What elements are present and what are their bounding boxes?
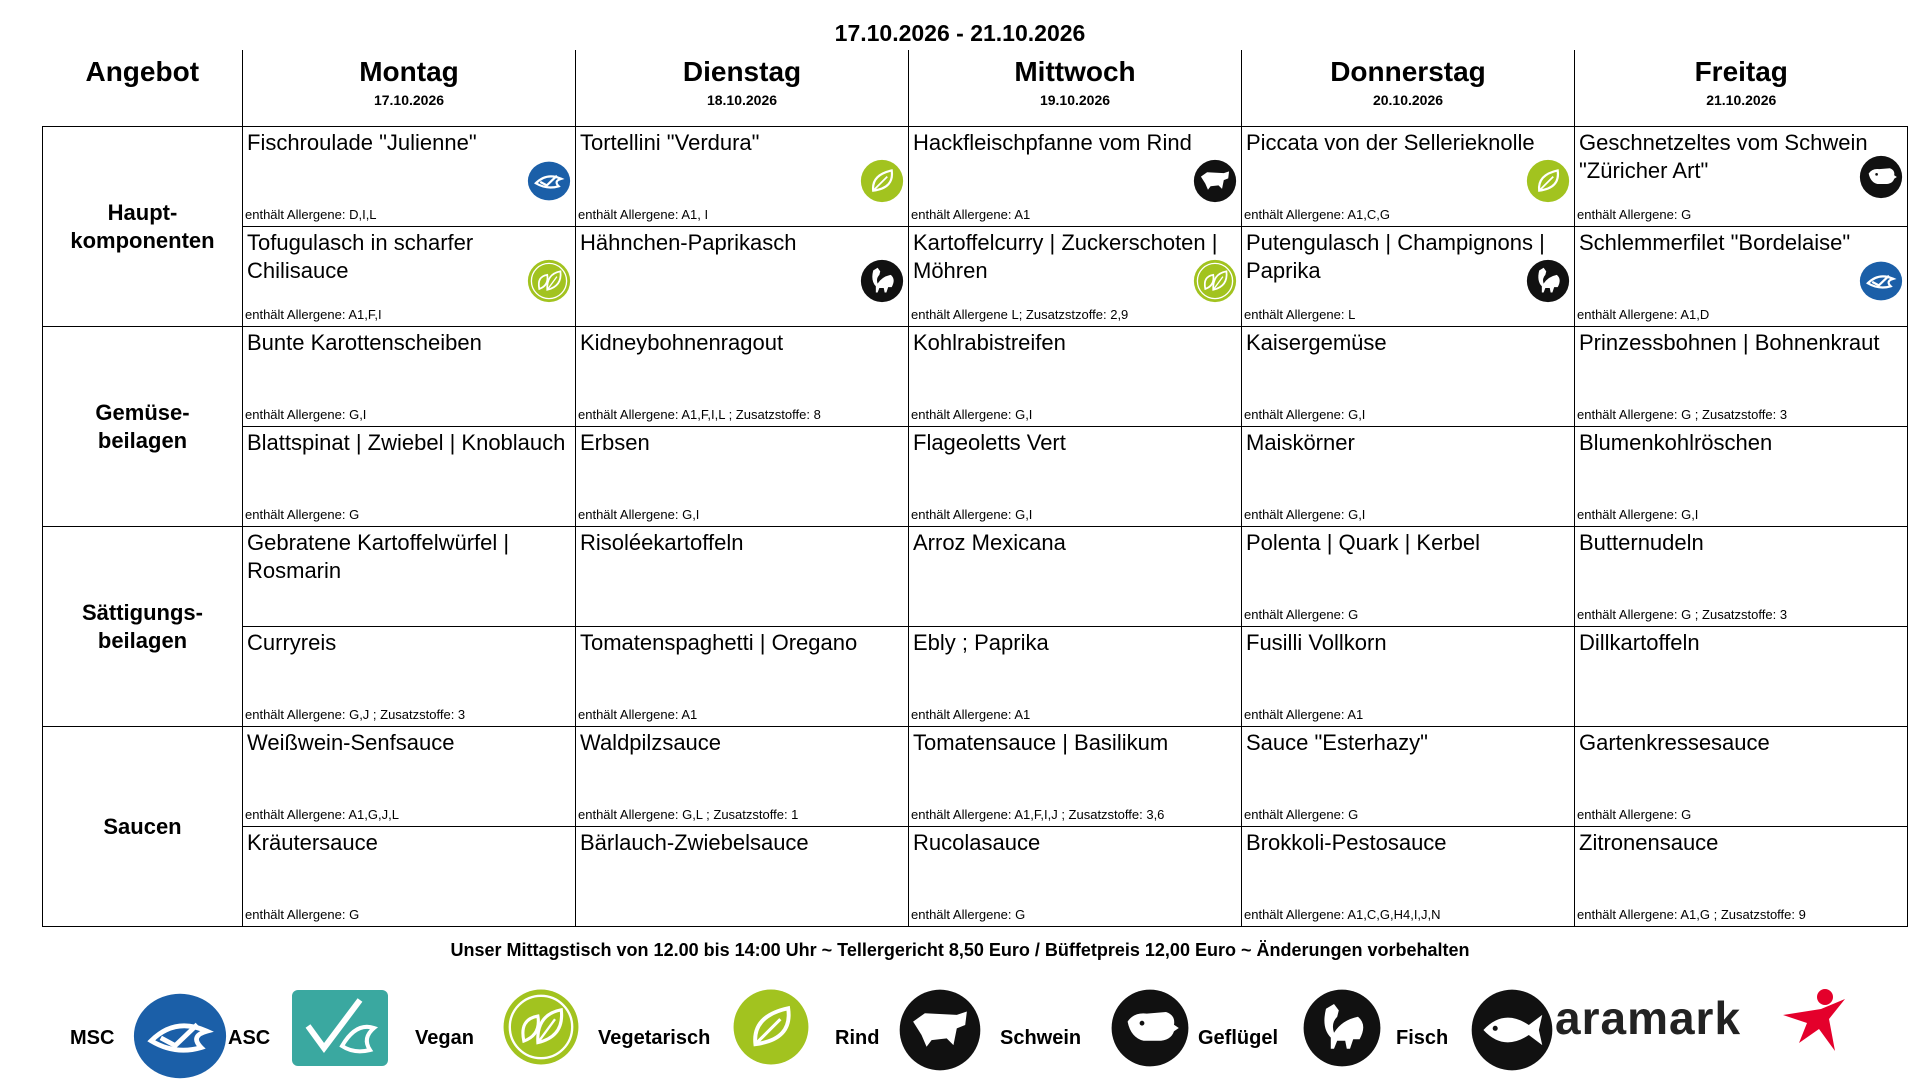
day-header-donnerstag [1242,50,1575,127]
day-name: Donnerstag [1330,56,1486,87]
menu-cell [1575,227,1908,327]
dish-name: Kaisergemüse [1246,330,1387,355]
dish-name: Hähnchen-Paprikasch [580,230,797,255]
legend-label: Vegetarisch [598,1027,711,1049]
legend-label: Vegan [415,1027,474,1049]
menu-cell [909,127,1242,227]
menu-cell [243,627,576,727]
allergen-note: enthält Allergene: G [1244,607,1359,622]
dish-name: Gartenkressesauce [1579,730,1770,755]
menu-cell [576,827,909,927]
dish-name: Geschnetzeltes vom Schwein "Züricher Art" [1579,130,1868,183]
menu-row [43,427,1908,527]
menu-cell [909,627,1242,727]
day-header-mittwoch [909,50,1242,127]
fish-icon [1470,988,1554,1072]
aramark-star-icon [1773,985,1853,1065]
asc-icon [290,988,390,1068]
dish-name: Polenta | Quark | Kerbel [1246,530,1480,555]
category-label [43,327,243,527]
menu-cell [909,527,1242,627]
allergen-note: enthält Allergene: A1,G,J,L [245,807,399,822]
aramark-wordmark: aramark [1555,992,1742,1044]
menu-cell [576,527,909,627]
dish-name: Blattspinat | Zwiebel | Knoblauch [247,430,566,455]
header-row [43,50,1908,127]
menu-row [43,127,1908,227]
menu-cell [576,327,909,427]
menu-cell [243,227,576,327]
angebot-header: Angebot [85,56,200,87]
day-date: 19.10.2026 [1039,92,1111,108]
dish-name: Zitronensauce [1579,830,1719,855]
menu-cell [909,327,1242,427]
dish-name: Schlemmerfilet "Bordelaise" [1579,230,1851,255]
menu-cell [1242,827,1575,927]
allergen-note: enthält Allergene: G,I [1244,407,1366,422]
dish-name: Risoléekartoffeln [580,530,744,555]
msc-icon [132,988,228,1084]
poultry-icon [860,259,904,303]
dish-name: Waldpilzsauce [580,730,722,755]
category-label-line: Gemüse- [95,399,190,425]
category-label [43,527,243,727]
aramark-logo [1555,985,1855,1065]
menu-cell [576,627,909,727]
menu-cell [243,127,576,227]
dish-name: Brokkoli-Pestosauce [1246,830,1447,855]
menu-cell [1242,727,1575,827]
allergen-note: enthält Allergene L; Zusatzstzoffe: 2,9 [911,307,1129,322]
menu-cell [243,727,576,827]
allergen-note: enthält Allergene: L [1244,307,1356,322]
allergen-note: enthält Allergene: G,I [1577,507,1699,522]
category-label [43,727,243,927]
dish-name: Sauce "Esterhazy" [1246,730,1428,755]
menu-cell [1242,327,1575,427]
menu-cell [909,827,1242,927]
allergen-note: enthält Allergene: G,I [911,507,1033,522]
menu-table [42,50,1908,927]
vegetarian-icon [860,159,904,203]
day-name: Mittwoch [1014,56,1136,87]
dish-name: Kidneybohnenragout [580,330,784,355]
allergen-note: enthält Allergene: G [245,907,360,922]
allergen-note: enthält Allergene: G ; Zusatzstoffe: 3 [1577,407,1788,422]
menu-row [43,527,1908,627]
menu-row [43,827,1908,927]
allergen-note: enthält Allergene: A1,D [1577,307,1710,322]
allergen-note: enthält Allergene: A1,F,I,L ; Zusatzstoffe: 8 [578,407,821,422]
dish-name: Blumenkohlröschen [1579,430,1773,455]
menu-cell [243,827,576,927]
legend-label: ASC [228,1027,271,1049]
beef-icon [1193,159,1237,203]
allergen-note: enthält Allergene: G [245,507,360,522]
category-label-line: beilagen [97,427,188,453]
dish-name: Erbsen [580,430,650,455]
menu-cell [576,127,909,227]
menu-cell [576,727,909,827]
menu-cell [576,227,909,327]
dish-name: Weißwein-Senfsauce [247,730,455,755]
menu-cell [243,527,576,627]
vegan-icon [1193,259,1237,303]
dish-name: Tofugulasch in scharfer Chilisauce [247,230,474,283]
footer-note: Unser Mittagstisch von 12.00 bis 14:00 Uhr ~ Tellergericht 8,50 Euro / Büffetpreis 12,00 Euro ~ Änderungen vorbehalten [450,940,1470,960]
day-date: 20.10.2026 [1372,92,1444,108]
dish-name: Maiskörner [1246,430,1355,455]
menu-cell [1575,627,1908,727]
day-header-freitag [1575,50,1908,127]
day-date: 21.10.2026 [1706,92,1777,108]
category-label-line: komponenten [70,227,215,253]
poultry-icon [1526,259,1570,303]
vegan-icon [527,259,571,303]
day-name: Dienstag [682,56,802,87]
menu-cell [1575,727,1908,827]
beef-icon [898,988,982,1072]
dish-name: Butternudeln [1579,530,1704,555]
menu-cell [1575,127,1908,227]
day-date: 17.10.2026 [373,92,445,108]
msc-icon [1859,259,1903,303]
day-header-dienstag [576,50,909,127]
allergen-note: enthält Allergene: G [1577,207,1692,222]
menu-cell [1242,527,1575,627]
dish-name: Curryreis [247,630,337,655]
day-header-montag [243,50,576,127]
allergen-note: enthält Allergene: G [1577,807,1692,822]
allergen-note: enthält Allergene: A1,C,G [1244,207,1390,222]
pork-icon [1110,988,1190,1068]
menu-row [43,327,1908,427]
day-name: Freitag [1694,56,1788,87]
menu-cell [1575,327,1908,427]
dish-name: Tomatensauce | Basilikum [913,730,1169,755]
allergen-note: enthält Allergene: A1, I [578,207,709,222]
allergen-note: enthält Allergene: D,I,L [245,207,377,222]
pork-icon [1859,155,1903,199]
menu-row [43,627,1908,727]
allergen-note: enthält Allergene: G,J ; Zusatzstoffe: 3 [245,707,466,722]
allergen-note: enthält Allergene: A1,F,I,J ; Zusatzstoffe: 3,6 [911,807,1165,822]
menu-cell [576,427,909,527]
allergen-note: enthält Allergene: A1 [911,207,1031,222]
allergen-note: enthält Allergene: A1 [911,707,1031,722]
menu-cell [1575,427,1908,527]
menu-cell [909,427,1242,527]
menu-cell [1575,827,1908,927]
msc-icon [527,159,571,203]
dish-name: Rucolasauce [913,830,1041,855]
menu-row [43,727,1908,827]
menu-cell [1575,527,1908,627]
dish-name: Hackfleischpfanne vom Rind [913,130,1192,155]
legend-label: MSC [70,1027,115,1049]
menu-cell [243,327,576,427]
menu-cell [243,427,576,527]
day-name: Montag [359,56,459,87]
vegetarian-icon [732,988,810,1066]
dish-name: Fischroulade "Julienne" [247,130,477,155]
vegan-icon [502,988,580,1066]
allergen-note: enthält Allergene: G,I [578,507,700,522]
dish-name: Dillkartoffeln [1579,630,1700,655]
dish-name: Kräutersauce [247,830,378,855]
allergen-note: enthält Allergene: G [911,907,1026,922]
allergen-note: enthält Allergene: A1,C,G,H4,I,J,N [1244,907,1441,922]
dish-name: Bärlauch-Zwiebelsauce [580,830,809,855]
poultry-icon [1302,988,1382,1068]
dish-name: Kartoffelcurry | Zuckerschoten | Möhren [913,230,1218,283]
dish-name: Gebratene Kartoffelwürfel | Rosmarin [247,530,510,583]
dish-name: Piccata von der Sellerieknolle [1246,130,1535,155]
category-label-line: beilagen [97,627,188,653]
allergen-note: enthält Allergene: A1,F,I [245,307,382,322]
menu-cell [1242,427,1575,527]
allergen-note: enthält Allergene: G ; Zusatzstoffe: 3 [1577,607,1788,622]
category-label-line: Sättigungs- [82,599,203,625]
dish-name: Tortellini "Verdura" [580,130,760,155]
allergen-note: enthält Allergene: A1 [578,707,698,722]
allergen-note: enthält Allergene: G,I [1244,507,1366,522]
legend-label: Rind [835,1027,880,1049]
legend-label: Schwein [1000,1027,1082,1049]
menu-cell [909,727,1242,827]
dish-name: Kohlrabistreifen [913,330,1066,355]
menu-cell [1242,127,1575,227]
vegetarian-icon [1526,159,1570,203]
dish-name: Bunte Karottenscheiben [247,330,482,355]
dish-name: Ebly ; Paprika [913,630,1049,655]
menu-row [43,227,1908,327]
category-label-line: Saucen [103,813,182,839]
dish-name: Putengulasch | Champignons | Paprika [1246,230,1545,283]
dish-name: Arroz Mexicana [913,530,1066,555]
allergen-note: enthält Allergene: G,L ; Zusatzstoffe: 1 [578,807,799,822]
dish-name: Fusilli Vollkorn [1246,630,1387,655]
allergen-note: enthält Allergene: G,I [245,407,367,422]
dish-name: Tomatenspaghetti | Oregano [580,630,858,655]
legend-label: Geflügel [1198,1027,1279,1049]
menu-cell [909,227,1242,327]
menu-cell [1242,627,1575,727]
category-label [43,127,243,327]
allergen-note: enthält Allergene: G [1244,807,1359,822]
dish-name: Prinzessbohnen | Bohnenkraut [1579,330,1880,355]
menu-cell [1242,227,1575,327]
allergen-note: enthält Allergene: G,I [911,407,1033,422]
category-label-line: Haupt- [107,199,178,225]
allergen-note: enthält Allergene: A1 [1244,707,1364,722]
allergen-note: enthält Allergene: A1,G ; Zusatzstoffe: 9 [1577,907,1806,922]
day-date: 18.10.2026 [706,92,778,108]
dish-name: Flageoletts Vert [913,430,1066,455]
legend-label: Fisch [1396,1027,1449,1049]
date-range: 17.10.2026 - 21.10.2026 [834,20,1086,46]
